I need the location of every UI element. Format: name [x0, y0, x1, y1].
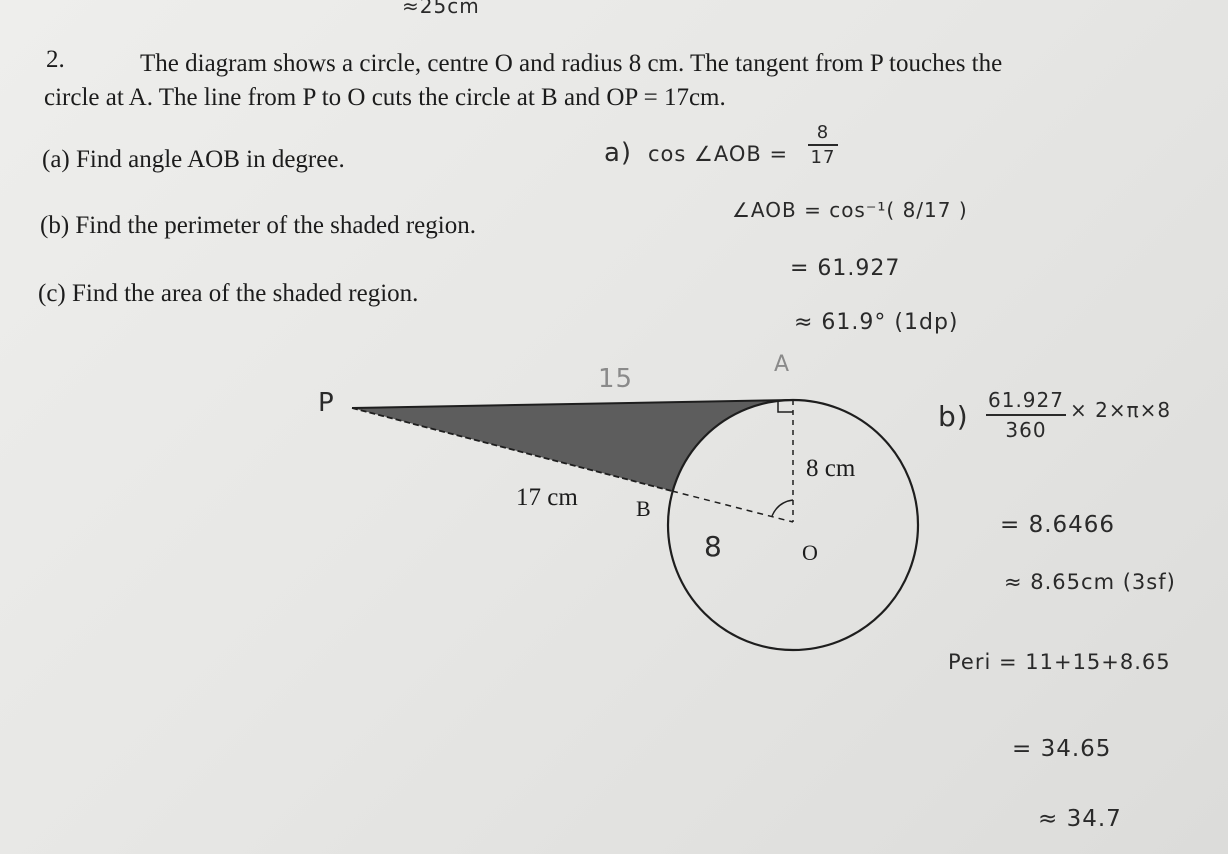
work-peri-approx: ≈ 34.7: [1038, 806, 1122, 832]
right-angle-mark: [778, 400, 793, 412]
label-15: 15: [598, 364, 634, 394]
question-line-2: circle at A. The line from P to O cuts the circle at B and OP = 17cm.: [44, 84, 726, 111]
header-note: ≈25cm: [402, 0, 480, 18]
work-a-label: a): [604, 138, 633, 168]
part-c-text: (c) Find the area of the shaded region.: [38, 280, 419, 307]
angle-AOB-arc: [772, 500, 793, 516]
work-b-fraction: [986, 388, 1066, 442]
part-a-text: (a) Find angle AOB in degree.: [42, 146, 345, 173]
work-b-line3: ≈ 8.65cm (3sf): [1004, 570, 1176, 594]
label-radius-8cm: 8 cm: [806, 455, 856, 482]
work-a-fraction: [808, 122, 838, 168]
label-B: B: [636, 496, 651, 521]
label-OP-17cm: 17 cm: [516, 484, 578, 511]
work-b-factor: × 2×π×8: [1070, 398, 1172, 422]
circle: [668, 400, 918, 650]
label-P: P: [318, 388, 335, 418]
work-a-line1: cos ∠AOB =: [648, 142, 789, 166]
work-a-fraction-num: 8: [816, 122, 830, 143]
label-A: A: [774, 352, 791, 377]
work-peri-line: Peri = 11+15+8.65: [948, 650, 1171, 674]
question-number: 2.: [46, 46, 65, 73]
shaded-region: [352, 400, 793, 491]
work-a-fraction-den: 17: [810, 147, 836, 168]
work-b-line2: = 8.6466: [1000, 512, 1116, 538]
work-a-line3: = 61.927: [790, 256, 901, 281]
work-b-fraction-num: 61.927: [988, 388, 1064, 412]
part-b-text: (b) Find the perimeter of the shaded region.: [40, 212, 476, 239]
fraction-bar: [986, 414, 1066, 416]
fraction-bar: [808, 144, 838, 146]
dashed-line-BO: [672, 491, 793, 522]
work-b-label: b): [938, 400, 969, 433]
work-a-line2: ∠AOB = cos⁻¹( 8/17 ): [732, 198, 968, 222]
work-peri-eq: = 34.65: [1012, 736, 1112, 762]
label-O: O: [802, 540, 818, 565]
work-b-fraction-den: 360: [1005, 418, 1047, 442]
work-a-line4: ≈ 61.9° (1dp): [794, 310, 959, 335]
label-BO-8: 8: [704, 530, 723, 563]
question-line-1: The diagram shows a circle, centre O and radius 8 cm. The tangent from P touches the: [140, 50, 1003, 77]
